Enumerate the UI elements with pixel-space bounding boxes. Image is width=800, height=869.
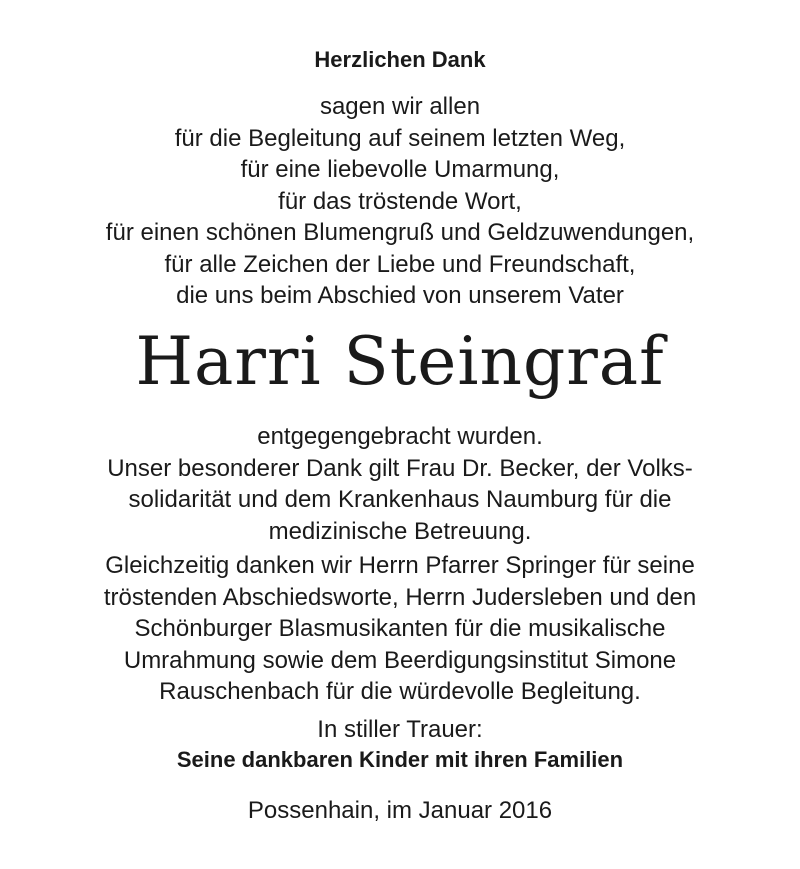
thanks-line: Unser besonderer Dank gilt Frau Dr. Becker, der Volks-: [107, 454, 693, 482]
thanks2-line: Rauschenbach für die würdevolle Begleitung.: [159, 678, 641, 705]
intro-text: [0, 91, 800, 312]
thanks-line: solidarität und dem Krankenhaus Naumburg für die: [128, 486, 672, 513]
notice-heading: Herzlichen Dank: [314, 47, 486, 72]
family-signature: Seine dankbaren Kinder mit ihren Familien: [176, 747, 624, 772]
intro-line: für eine liebevolle Umarmung,: [240, 156, 560, 183]
thanks-text: [0, 421, 800, 547]
intro-line: sagen wir allen: [319, 93, 481, 120]
intro-line: für die Begleitung auf seinem letzten Weg,: [174, 124, 626, 152]
intro-line: für das tröstende Wort,: [278, 187, 522, 215]
thanks2-line: Gleichzeitig danken wir Herrn Pfarrer Springer für seine: [105, 552, 695, 579]
thanks2-line: Schönburger Blasmusikanten für die musikalische: [134, 615, 666, 642]
thanks-line: entgegengebracht wurden.: [257, 423, 543, 450]
intro-line: die uns beim Abschied von unserem Vater: [176, 282, 624, 309]
mourning-line: In stiller Trauer:: [317, 716, 483, 743]
place-date: Possenhain, im Januar 2016: [247, 797, 553, 824]
thanks-line: medizinische Betreuung.: [268, 517, 532, 545]
intro-line: für alle Zeichen der Liebe und Freundschaft,: [164, 250, 636, 278]
intro-line: für einen schönen Blumengruß und Geldzuwendungen,: [105, 219, 695, 246]
thanks2-line: Umrahmung sowie dem Beerdigungsinstitut Simone: [123, 646, 677, 674]
deceased-name: Harri Steingraf: [135, 323, 665, 400]
thanks2-line: tröstenden Abschiedsworte, Herrn Judersleben und den: [103, 583, 697, 611]
additional-thanks-text: [0, 550, 800, 708]
